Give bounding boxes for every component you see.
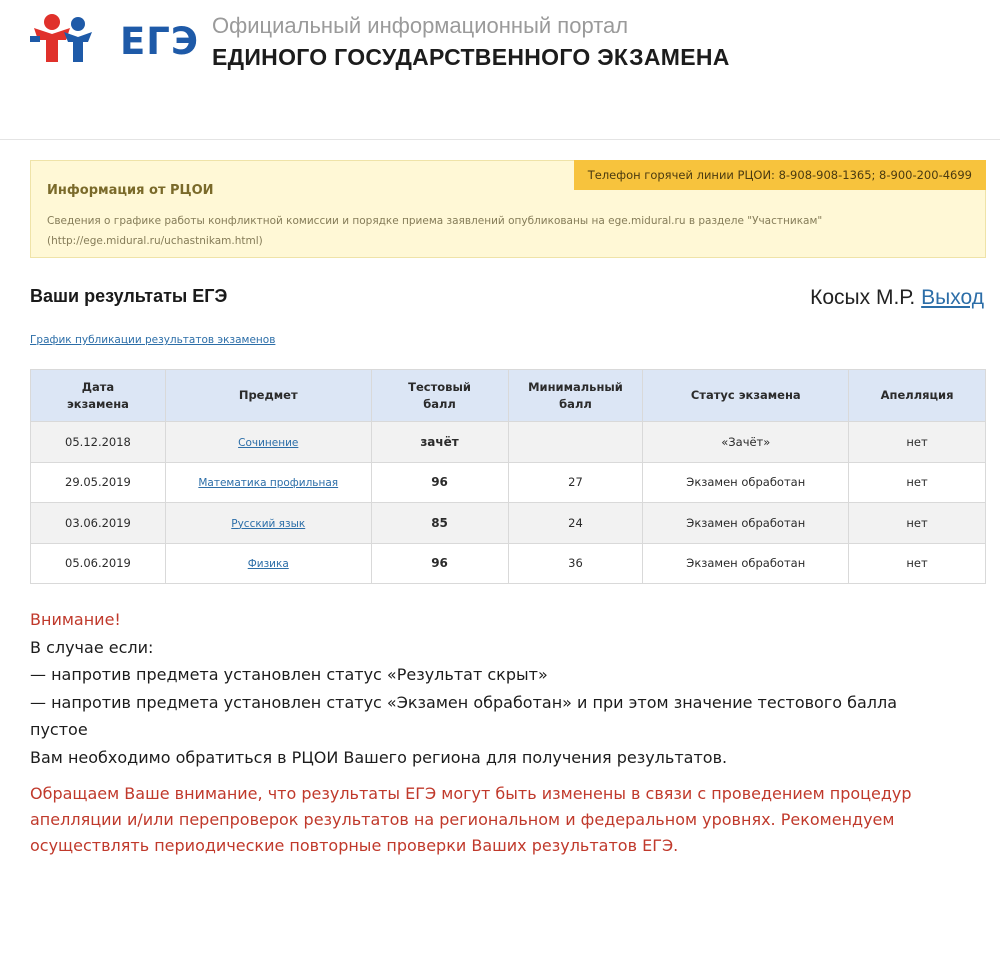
min-score: 24 — [508, 503, 643, 544]
column-header-subject: Предмет — [165, 370, 371, 422]
exam-status: «Зачёт» — [643, 422, 849, 463]
appeal-status: нет — [849, 462, 986, 503]
ege-logo-icon — [28, 10, 120, 72]
notes-line: Вам необходимо обратиться в РЦОИ Вашего региона для получения результатов. — [30, 747, 728, 767]
subject-cell — [165, 503, 371, 544]
results-change-warning: Обращаем Ваше внимание, что результаты ЕГЭ могут быть изменены в связи с проведением процедур апелляции и/или перепроверок результатов на региональном и федеральном уровнях. Рекомендуем осуществлять периодические повторные проверки Ваших результатов ЕГЭ. — [30, 784, 912, 855]
user-name: Косых М.Р. — [810, 286, 916, 309]
portal-subtitle: Официальный информационный портал — [212, 13, 629, 38]
table-row — [31, 422, 986, 463]
test-score: зачёт — [371, 422, 508, 463]
column-header-min-score: Минимальный балл — [508, 370, 643, 422]
attention-heading: Внимание! — [30, 610, 121, 629]
results-table — [30, 369, 986, 584]
subject-link[interactable]: Сочинение — [238, 436, 299, 449]
ege-logo[interactable] — [28, 10, 200, 72]
exam-status: Экзамен обработан — [643, 543, 849, 584]
hotline-banner: Телефон горячей линии РЦОИ: 8-908-908-1365; 8-900-200-4699 — [574, 160, 986, 190]
notes-line: В случае если: — [30, 637, 154, 657]
subject-cell — [165, 462, 371, 503]
appeal-status: нет — [849, 422, 986, 463]
logo-text: ЕГЭ — [120, 20, 200, 63]
column-header-status: Статус экзамена — [643, 370, 849, 422]
column-header-date: Дата экзамена — [31, 370, 166, 422]
table-header-row — [31, 370, 986, 422]
subject-link[interactable]: Русский язык — [231, 517, 306, 530]
notes-line: — напротив предмета установлен статус «Результат скрыт» — [30, 665, 548, 684]
test-score: 96 — [371, 462, 508, 503]
column-header-appeal: Апелляция — [849, 370, 986, 422]
notes-line: — напротив предмета установлен статус «Экзамен обработан» и при этом значение тестового балла пустое — [30, 692, 898, 739]
test-score: 96 — [371, 543, 508, 584]
appeal-status: нет — [849, 503, 986, 544]
column-header-score: Тестовый балл — [371, 370, 508, 422]
notes-block — [30, 606, 990, 859]
portal-title: ЕДИНОГО ГОСУДАРСТВЕННОГО ЭКЗАМЕНА — [212, 44, 730, 70]
site-header — [0, 0, 1000, 140]
min-score — [508, 422, 643, 463]
table-row — [31, 462, 986, 503]
user-block — [810, 286, 984, 310]
subject-cell — [165, 543, 371, 584]
subject-cell — [165, 422, 371, 463]
info-text: Сведения о графике работы конфликтной комиссии и порядке приема заявлений опубликованы на ege.midural.ru в разделе "Участникам" (http://ege.midural.ru/uchastnikam.html) — [47, 215, 823, 247]
test-score: 85 — [371, 503, 508, 544]
exam-date: 03.06.2019 — [31, 503, 166, 544]
exam-date: 05.12.2018 — [31, 422, 166, 463]
exam-date: 05.06.2019 — [31, 543, 166, 584]
logout-link[interactable]: Выход — [921, 286, 984, 309]
subject-link[interactable]: Физика — [247, 558, 289, 571]
subject-link[interactable]: Математика профильная — [198, 477, 339, 490]
schedule-link[interactable]: График публикации результатов экзаменов — [30, 334, 276, 346]
min-score: 36 — [508, 543, 643, 584]
table-row — [31, 543, 986, 584]
page-title: Ваши результаты ЕГЭ — [30, 286, 228, 306]
table-row — [31, 503, 986, 544]
exam-date: 29.05.2019 — [31, 462, 166, 503]
exam-status: Экзамен обработан — [643, 462, 849, 503]
min-score: 27 — [508, 462, 643, 503]
appeal-status: нет — [849, 543, 986, 584]
rcoi-info-box — [30, 160, 986, 258]
info-title: Информация от РЦОИ — [47, 183, 214, 198]
exam-status: Экзамен обработан — [643, 503, 849, 544]
